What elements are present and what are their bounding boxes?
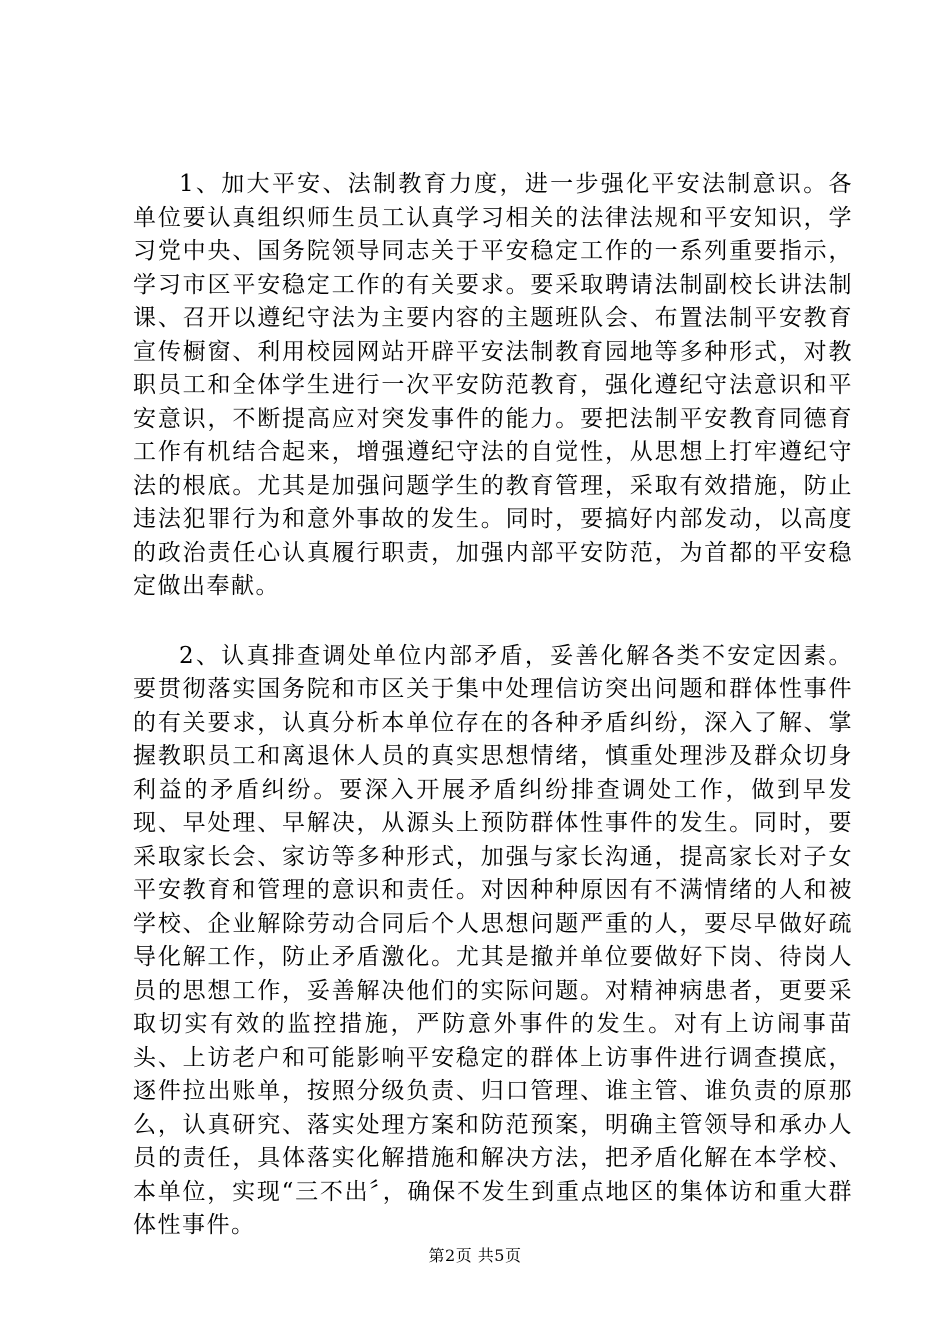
paragraph-2: 2、认真排查调处单位内部矛盾，妥善化解各类不安定因素。要贯彻落实国务院和市区关于集中处理信访突出问题和群体性事件的有关要求，认真分析本单位存在的各种矛盾纠纷，深入了解、掌握教职员工和离退休人员的真实思想情绪，慎重处理涉及群众切身利益的矛盾纠纷。要深入开展矛盾纠纷排查调处工作，做到早发现、早处理、早解决，从源头上预防群体性事件的发生。同时，要采取家长会、家访等多种形式，加强与家长沟通，提高家长对子女平安教育和管理的意识和责任。对因种种原因有不满情绪的人和被学校、企业解除劳动合同后个人思想问题严重的人，要尽早做好疏导化解工作，防止矛盾激化。尤其是撤并单位要做好下岗、待岗人员的思想工作，妥善解决他们的实际问题。对精神病患者，更要采取切实有效的监控措施，严防意外事件的发生。对有上访闹事苗头、上访老户和可能影响平安稳定的群体上访事件进行调查摸底，逐件拉出账单，按照分级负责、归口管理、谁主管、谁负责的原那么，认真研究、落实处理方案和防范预案，明确主管领导和承办人员的责任，具体落实化解措施和解决方法，把矛盾化解在本学校、本单位，实现“三不出〞，确保不发生到重点地区的集体访和重大群体性事件。 [133, 642, 853, 1238]
page-number-footer: 第2页 共5页 [428, 1246, 522, 1265]
paragraph-1: 1、加大平安、法制教育力度，进一步强化平安法制意识。各单位要认真组织师生员工认真学习相关的法律法规和平安知识，学习党中央、国务院领导同志关于平安稳定工作的一系列重要指示，学习市区平安稳定工作的有关要求。要采取聘请法制副校长讲法制课、召开以遵纪守法为主要内容的主题班队会、布置法制平安教育宣传橱窗、利用校园网站开辟平安法制教育园地等多种形式，对教职员工和全体学生进行一次平安防范教育，强化遵纪守法意识和平安意识，不断提高应对突发事件的能力。要把法制平安教育同德育工作有机结合起来，增强遵纪守法的自觉性，从思想上打牢遵纪守法的根底。尤其是加强问题学生的教育管理，采取有效措施，防止违法犯罪行为和意外事故的发生。同时，要搞好内部发动，以高度的政治责任心认真履行职责，加强内部平安防范，为首都的平安稳定做出奉献。 [133, 171, 853, 599]
paragraph-gap [133, 604, 853, 640]
document-body [133, 168, 853, 1243]
